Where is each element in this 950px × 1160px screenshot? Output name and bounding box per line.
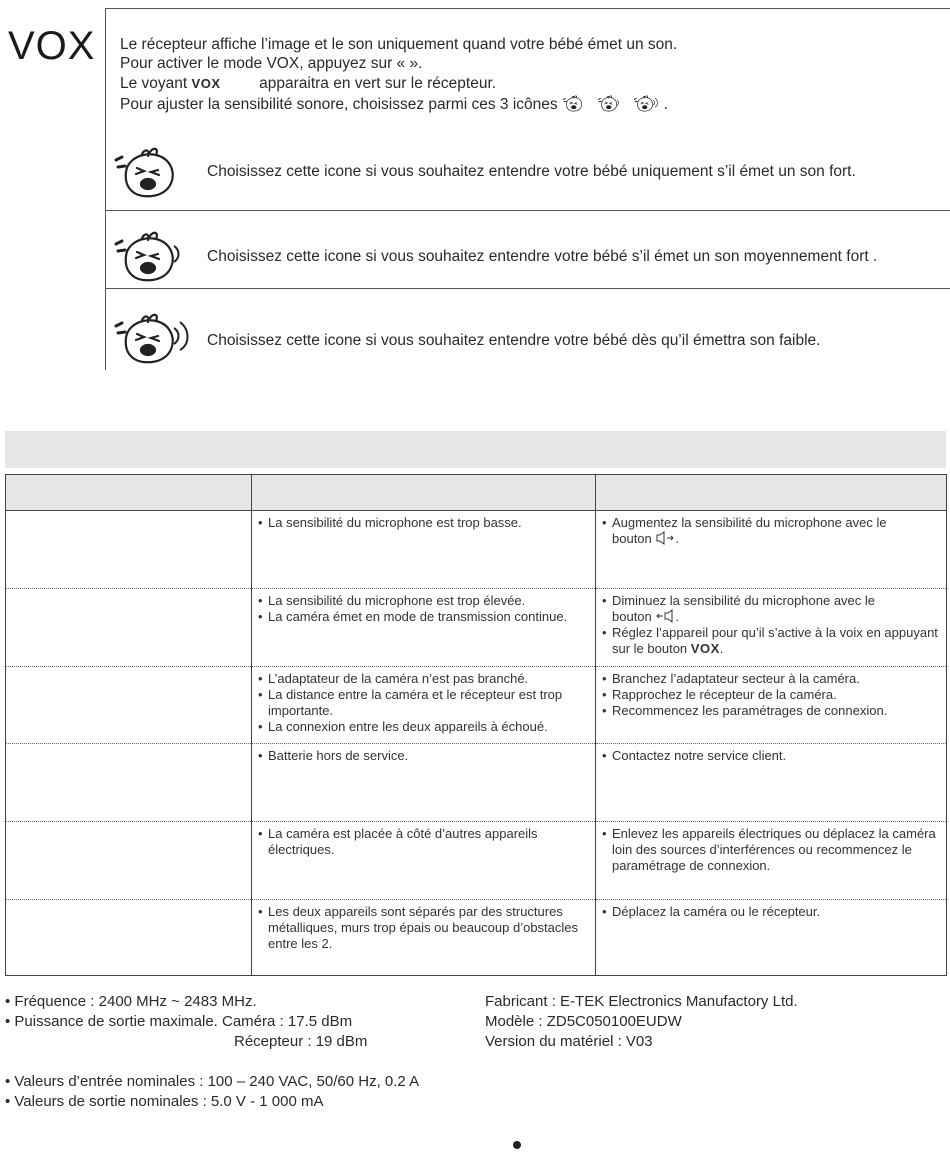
table-row xyxy=(6,589,947,667)
troubleshooting-table xyxy=(5,474,947,976)
cause-item: • Batterie hors de service. xyxy=(258,748,589,764)
solution-text-bouton: bouton xyxy=(612,531,652,546)
cause-cell xyxy=(252,900,596,976)
vox-intro-line-1: Le récepteur affiche l’image et le son uniquement quand votre bébé émet un son. xyxy=(120,36,678,53)
problem-cell xyxy=(6,511,252,589)
vox-option-divider-2 xyxy=(105,288,950,289)
spec-power-receiver: Récepteur : 19 dBm xyxy=(234,1033,368,1050)
vox-indicator-label: VOX xyxy=(191,76,221,91)
header-cause xyxy=(252,475,596,511)
cause-item: • La sensibilité du microphone est trop basse. xyxy=(258,515,589,531)
cause-item: • La caméra est placée à côté d’autres appareils électriques. xyxy=(258,826,589,858)
vox-option-3 xyxy=(112,306,198,373)
spec-manufacturer: Fabricant : E-TEK Electronics Manufactory Ltd. xyxy=(485,993,798,1010)
solution-text: Diminuez la sensibilité du microphone avec le xyxy=(612,593,876,608)
specs-left-column xyxy=(5,992,419,1112)
vox-intro-line-3-start: Le voyant xyxy=(120,75,188,92)
solution-item: • Déplacez la caméra ou le récepteur. xyxy=(602,904,940,920)
solution-item xyxy=(602,515,940,547)
table-header-row xyxy=(6,475,947,511)
cause-item: • L’adaptateur de la caméra n’est pas branché. xyxy=(258,671,589,687)
solution-item xyxy=(602,625,940,657)
solution-text: Réglez l’appareil pour qu’il s’active à la voix en appuyant sur le bouton xyxy=(612,625,938,656)
mic-down-icon xyxy=(655,609,675,623)
solution-item: • Enlevez les appareils électriques ou déplacez la caméra loin des sources d’interférences ou recommencez le paramétrage de connexion. xyxy=(602,826,940,874)
cause-item: • La sensibilité du microphone est trop élevée. xyxy=(258,593,589,609)
solution-item xyxy=(602,593,940,625)
baby-crying-medium-icon xyxy=(112,224,198,286)
solution-cell xyxy=(596,589,947,667)
vox-intro-line-4-text: Pour ajuster la sensibilité sonore, choisissez parmi ces 3 icônes xyxy=(120,96,558,113)
problem-cell xyxy=(6,589,252,667)
solution-cell xyxy=(596,511,947,589)
cause-cell xyxy=(252,511,596,589)
spec-model: Modèle : ZD5C050100EUDW xyxy=(485,1013,682,1030)
solution-text-end: . xyxy=(675,531,680,546)
vox-option-2 xyxy=(112,224,198,291)
vox-option-2-text: Choisissez cette icone si vous souhaitez entendre votre bébé s’il émet un son moyennement fort . xyxy=(207,248,878,265)
solution-text-bouton: bouton xyxy=(612,609,652,624)
cause-item: • La distance entre la caméra et le récepteur est trop importante. xyxy=(258,687,589,719)
cause-cell xyxy=(252,744,596,822)
solution-cell xyxy=(596,900,947,976)
vox-intro-line-4: Pour ajuster la sensibilité sonore, choisissez parmi ces 3 icônes . xyxy=(120,93,668,114)
solution-item: • Rapprochez le récepteur de la caméra. xyxy=(602,687,940,703)
problem-cell xyxy=(6,667,252,744)
spec-hardware-version: Version du matériel : V03 xyxy=(485,1033,653,1050)
vox-intro-line-3-end: apparaitra en vert sur le récepteur. xyxy=(259,75,497,92)
problem-cell xyxy=(6,822,252,900)
spec-output: • Valeurs de sortie nominales : 5.0 V - 1 000 mA xyxy=(5,1093,324,1110)
vox-option-3-text: Choisissez cette icone si vous souhaitez entendre votre bébé dès qu’il émettra son faible. xyxy=(207,332,821,349)
vox-option-1-text: Choisissez cette icone si vous souhaitez entendre votre bébé uniquement s’il émet un son fort. xyxy=(207,163,856,180)
vox-frame-top-border xyxy=(105,8,950,9)
problem-cell xyxy=(6,900,252,976)
cause-item: • La caméra émet en mode de transmission continue. xyxy=(258,609,589,625)
page-marker-dot xyxy=(513,1141,521,1149)
spec-frequency: • Fréquence : 2400 MHz ~ 2483 MHz. xyxy=(5,993,257,1010)
vox-frame-left-border xyxy=(105,8,106,370)
solution-cell xyxy=(596,667,947,744)
baby-crying-medium-mini-icon xyxy=(597,93,625,113)
table-row xyxy=(6,822,947,900)
solution-item: • Recommencez les paramétrages de connexion. xyxy=(602,703,940,719)
solution-text-end: . xyxy=(719,641,724,656)
table-row xyxy=(6,511,947,589)
vox-title: VOX xyxy=(8,24,96,68)
header-problem xyxy=(6,475,252,511)
vox-button-label: VOX xyxy=(690,641,720,656)
cause-cell xyxy=(252,667,596,744)
table-row xyxy=(6,744,947,822)
baby-crying-soft-mini-icon xyxy=(633,93,661,113)
vox-option-1 xyxy=(112,140,198,207)
solution-cell xyxy=(596,744,947,822)
solution-cell xyxy=(596,822,947,900)
solution-text-end: . xyxy=(675,609,680,624)
baby-crying-soft-icon xyxy=(112,306,198,368)
cause-cell xyxy=(252,589,596,667)
problem-cell xyxy=(6,744,252,822)
specs-right-column xyxy=(485,992,798,1052)
spec-power-camera: • Puissance de sortie maximale. Caméra : 17.5 dBm xyxy=(5,1013,353,1030)
vox-option-divider-1 xyxy=(105,210,950,211)
baby-crying-loud-mini-icon xyxy=(562,93,590,113)
header-solution xyxy=(596,475,947,511)
spec-input: • Valeurs d’entrée nominales : 100 – 240 VAC, 50/60 Hz, 0.2 A xyxy=(5,1073,420,1090)
cause-cell xyxy=(252,822,596,900)
table-row xyxy=(6,900,947,976)
mic-up-icon xyxy=(655,531,675,545)
solution-item: • Contactez notre service client. xyxy=(602,748,940,764)
section-header-band xyxy=(5,431,946,468)
cause-item: • Les deux appareils sont séparés par des structures métalliques, murs trop épais ou beaucoup d’obstacles entre les 2. xyxy=(258,904,589,952)
table-row xyxy=(6,667,947,744)
vox-intro-line-3 xyxy=(120,74,496,93)
baby-crying-loud-icon xyxy=(112,140,198,202)
solution-item: • Branchez l’adaptateur secteur à la caméra. xyxy=(602,671,940,687)
cause-item: • La connexion entre les deux appareils à échoué. xyxy=(258,719,589,735)
solution-text: Augmentez la sensibilité du microphone avec le xyxy=(612,515,887,530)
vox-intro-line-2: Pour activer le mode VOX, appuyez sur « ». xyxy=(120,55,423,72)
